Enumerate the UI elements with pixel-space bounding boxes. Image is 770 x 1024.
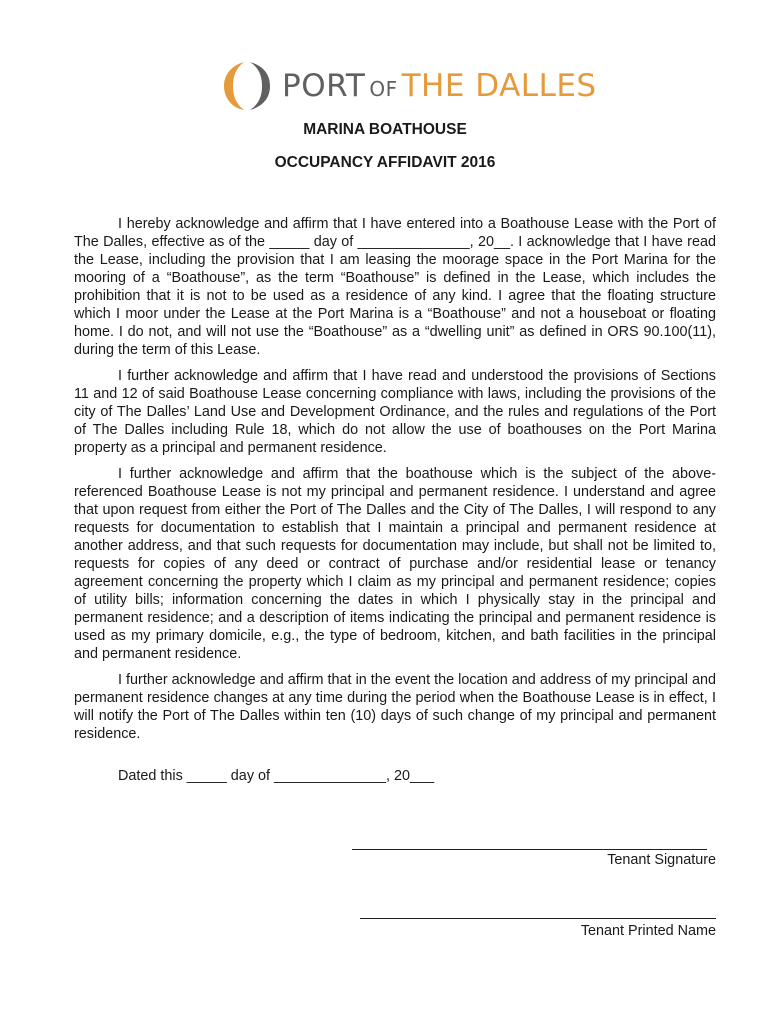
tenant-signature-label: Tenant Signature [607, 852, 716, 868]
logo-port-text: PORT [282, 67, 366, 104]
logo-wordmark [282, 67, 597, 104]
tenant-printed-name-line[interactable] [360, 918, 716, 919]
paragraph-4: I further acknowledge and affirm that in the event the location and address of my principal and permanent residence changes at any time during the period when the Boathouse Lease is in effect, I will notify the Port of The Dalles within ten (10) days of such change of my principal and permanent residence. [74, 672, 716, 742]
paragraph-3: I further acknowledge and affirm that the boathouse which is the subject of the above-referenced Boathouse Lease is not my principal and permanent residence. I understand and agree that upon request from either the Port of The Dalles and the City of The Dalles, I will respond to any requests for documentation to establish that I maintain a principal and permanent residence at another address, and that such requests for documentation may include, but shall not be limited to, requests for copies of any deed or contract of purchase and/or residential lease or tenancy agreement concerning the property which I claim as my principal and permanent residence; copies of utility bills; information concerning the dates in which I physically stay in the principal and permanent residence; and a description of items indicating the principal and permanent residence is used as my primary domicile, e.g., the type of bedroom, kitchen, and bath facilities in the principal and permanent residence. [74, 466, 716, 662]
logo-dalles-text: THE DALLES [401, 67, 597, 104]
tenant-signature-line[interactable] [352, 849, 707, 850]
document-title: MARINA BOATHOUSE [303, 121, 467, 138]
port-logo-mark-icon [222, 60, 272, 112]
port-logo [222, 60, 597, 112]
document-subtitle: OCCUPANCY AFFIDAVIT 2016 [274, 154, 496, 171]
paragraph-1: I hereby acknowledge and affirm that I have entered into a Boathouse Lease with the Port of The Dalles, effective as of the _____ day of ______________, 20__. I acknowledge that I have read the Lease, including the provision that I am leasing the moorage space in the Port Marina for the mooring of a “Boathouse”, as the term “Boathouse” is defined in the Lease, which includes the prohibition that it is not to be used as a residence of any kind. I agree that the floating structure which I moor under the Lease at the Port Marina is a “Boathouse” and not a houseboat or floating home. I do not, and will not use the “Boathouse” as a “dwelling unit” as defined in ORS 90.100(11), during the term of this Lease. [74, 216, 716, 358]
dated-line: Dated this _____ day of ______________, 20___ [118, 768, 435, 784]
tenant-printed-name-label: Tenant Printed Name [580, 923, 716, 939]
affidavit-body [74, 215, 716, 751]
paragraph-2: I further acknowledge and affirm that I have read and understood the provisions of Sections 11 and 12 of said Boathouse Lease concerning compliance with laws, including the provisions of the city of The Dalles’ Land Use and Development Ordinance, and the rules and regulations of the Port of The Dalles including Rule 18, which do not allow the use of boathouses on the Port Marina property as a principal and permanent residence. [74, 368, 716, 456]
logo-of-text: OF [369, 76, 398, 101]
